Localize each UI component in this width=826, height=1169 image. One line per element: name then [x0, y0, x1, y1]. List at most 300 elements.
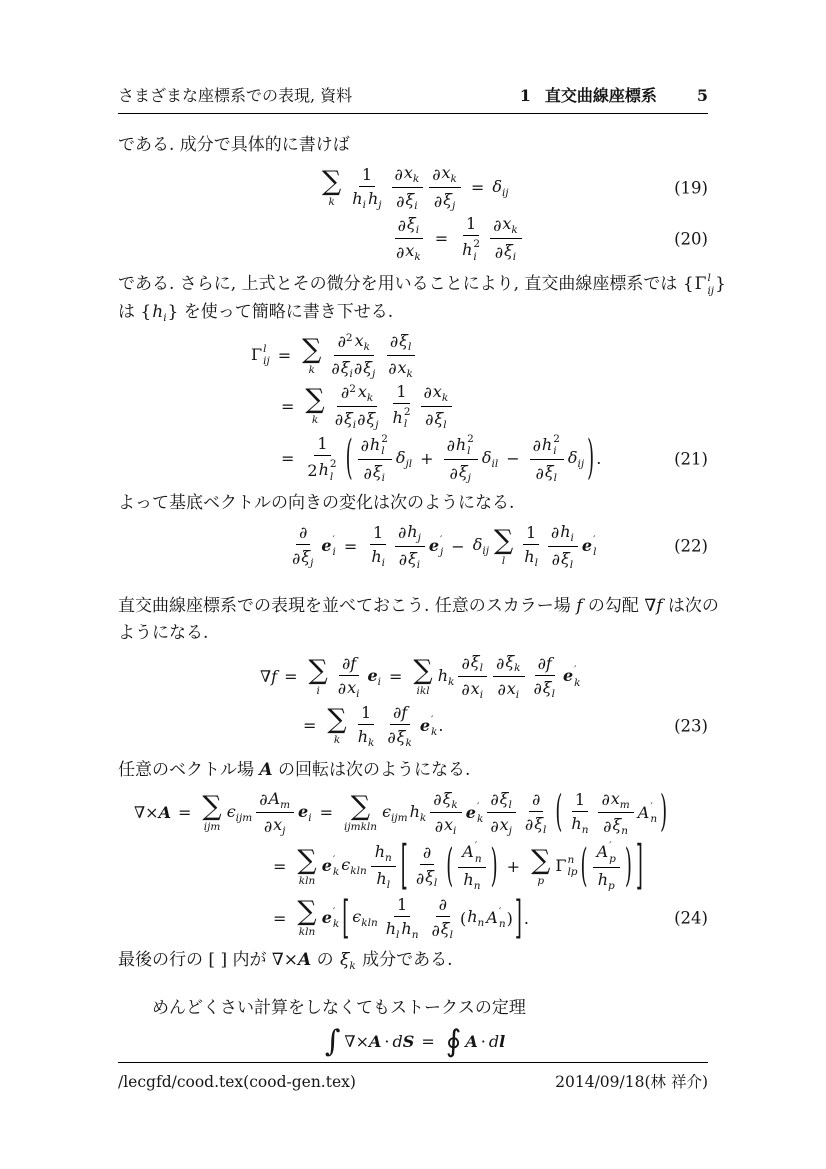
math-big-operator — [344, 793, 377, 833]
math-operator-symbol: ∮ — [445, 1023, 462, 1059]
math-numerator — [529, 790, 543, 812]
math-text: ∂ — [396, 191, 405, 211]
math-denominator — [458, 677, 487, 701]
math-text: ∂ — [393, 702, 402, 722]
math-text: = — [284, 667, 298, 686]
math-sub — [467, 445, 470, 457]
math-denominator — [393, 239, 425, 263]
math-big-operator — [297, 898, 316, 938]
equation-body — [260, 652, 582, 701]
math-scripts — [499, 906, 506, 931]
math-text: x — [506, 679, 516, 698]
math-subscript-group — [433, 382, 448, 404]
math-text: l — [707, 272, 711, 285]
math-subscript — [554, 472, 557, 484]
math-subscript-group — [227, 802, 253, 824]
math-text: l — [551, 687, 555, 700]
math-subscript — [363, 199, 366, 211]
math-text: 1 — [360, 702, 372, 722]
equation-body — [266, 835, 645, 897]
math-subscript-group — [407, 522, 421, 544]
math-text: i — [352, 418, 357, 431]
math-fraction — [328, 331, 379, 380]
math-subscript — [416, 224, 419, 236]
math-text: h — [152, 301, 164, 322]
math-text: h — [401, 919, 412, 939]
math-text: ) — [506, 908, 513, 928]
equation-body — [318, 163, 510, 212]
math-denominator — [594, 868, 619, 892]
math-subscript-group — [375, 842, 392, 864]
math-fraction — [382, 895, 423, 941]
math-text: = — [277, 345, 292, 365]
math-supsub-group — [582, 534, 597, 559]
math-sup — [499, 906, 501, 918]
math-subscript — [451, 173, 457, 185]
math-text: k — [441, 391, 449, 404]
math-subscript — [364, 341, 370, 353]
math-superscript-group — [338, 332, 353, 351]
equation-body — [250, 331, 420, 380]
footer-source-path: /lecgfd/cood.tex(cood-gen.tex) — [118, 1073, 356, 1091]
math-text: . — [523, 908, 529, 928]
math-text: e — [321, 535, 332, 555]
math-subscript-group — [471, 679, 483, 701]
math-text: ξ — [470, 652, 480, 672]
math-text: e — [428, 535, 440, 555]
math-text: ∂ — [496, 653, 505, 673]
math-numerator — [421, 382, 453, 407]
math-delimiter: [ — [400, 835, 408, 897]
math-text: h — [462, 240, 473, 260]
math-text: の勾配 — [582, 595, 645, 616]
math-text: ξ — [343, 408, 353, 428]
math-subscript — [378, 199, 381, 211]
math-text: x — [502, 214, 512, 234]
math-sup — [330, 458, 337, 470]
math-subscript — [443, 419, 446, 431]
math-text: n — [411, 929, 419, 942]
equation-19 — [118, 163, 708, 212]
math-fraction — [531, 654, 559, 700]
math-text: ∂ — [423, 383, 432, 403]
math-subscript — [452, 200, 455, 212]
math-subscript — [368, 737, 374, 749]
math-big-operator — [324, 1023, 341, 1059]
math-text: e — [562, 666, 574, 685]
math-subscript-group — [382, 802, 408, 824]
math-subscript — [480, 689, 483, 701]
math-subscript — [434, 877, 437, 889]
math-scripts — [707, 272, 714, 297]
math-sub — [473, 251, 476, 263]
math-subscript — [451, 798, 457, 810]
math-text: k — [448, 675, 455, 688]
math-subscript — [513, 251, 516, 263]
math-text: ∂ — [490, 816, 499, 836]
math-subscript-group — [442, 163, 457, 185]
math-subscript-group — [524, 547, 538, 569]
math-text: k — [308, 363, 315, 376]
math-text: ϵ — [341, 855, 351, 875]
math-text: ϵ — [352, 907, 362, 927]
math-superscript-group — [341, 383, 356, 402]
math-text: ′ — [431, 713, 434, 726]
math-text: i — [316, 684, 320, 697]
math-subscript-group — [344, 409, 356, 431]
math-text: = — [470, 178, 485, 198]
math-numerator — [493, 652, 524, 677]
math-operator-symbol: ∑ — [302, 333, 322, 365]
math-text: i — [332, 546, 336, 559]
math-text: = — [281, 396, 295, 416]
math-scripts — [333, 854, 339, 879]
math-numerator — [314, 434, 330, 456]
math-operator-limit — [299, 876, 315, 887]
math-text: n — [474, 852, 482, 865]
math-text: h — [318, 460, 329, 480]
math-fraction — [413, 843, 441, 889]
math-numerator — [444, 433, 478, 461]
math-subscript-group — [397, 727, 412, 749]
math-delimiter: [ — [342, 891, 350, 945]
math-sub — [593, 546, 596, 558]
math-text: Γ — [251, 344, 263, 364]
math-sub — [650, 813, 657, 825]
equation-stokes — [118, 1023, 708, 1059]
math-text: h — [455, 434, 467, 454]
math-text: i — [349, 367, 353, 380]
math-sup — [475, 840, 477, 852]
math-text: l — [499, 1032, 506, 1052]
math-text: kln — [350, 865, 367, 878]
math-text: h — [369, 434, 381, 454]
math-scripts — [381, 433, 388, 458]
math-operator-limit — [417, 686, 430, 697]
math-text: n — [621, 825, 629, 838]
math-sup — [333, 534, 335, 546]
math-subscript — [570, 559, 573, 571]
math-numerator — [395, 522, 425, 547]
math-text: ξ — [406, 214, 416, 234]
page-footer — [118, 1062, 708, 1092]
math-text: 任意のベクトル場 — [118, 759, 260, 780]
math-text: i — [362, 198, 366, 211]
math-text: i — [453, 825, 457, 838]
math-supsub-group — [462, 840, 481, 865]
math-text: l — [329, 470, 334, 483]
header-doc-title: さまざまな座標系での表現, 資料 — [118, 86, 353, 105]
math-superscript — [346, 333, 353, 345]
math-text: k — [450, 173, 457, 186]
header-page-number: 5 — [696, 86, 708, 105]
math-sub — [477, 813, 483, 825]
math-denominator — [367, 545, 389, 569]
math-text: = — [273, 856, 287, 876]
math-sub — [609, 853, 616, 865]
math-numerator — [436, 895, 450, 917]
math-text: 最後の行の [ ] 内が — [118, 950, 272, 971]
math-text: ∂ — [550, 523, 560, 543]
math-operator-symbol: ∑ — [297, 844, 317, 876]
math-text: j — [508, 825, 512, 838]
math-text: kln — [361, 917, 378, 930]
math-sub — [404, 418, 407, 430]
math-denominator — [422, 407, 450, 431]
math-text: ′ — [440, 534, 443, 547]
math-subscript-group — [463, 870, 480, 892]
math-text: ϵ — [226, 801, 236, 821]
math-text: 1 — [466, 214, 477, 234]
math-text: を使って簡略に書き下せる. — [178, 301, 394, 322]
math-subscript — [582, 824, 589, 836]
math-denominator — [304, 456, 340, 483]
paragraph-3 — [118, 490, 708, 518]
math-big-operator — [297, 844, 317, 887]
math-text: k — [451, 798, 458, 811]
math-text: l — [508, 798, 512, 811]
equation-number: (22) — [674, 536, 708, 556]
math-subscript-group — [560, 522, 574, 544]
math-subscript — [482, 545, 489, 557]
math-text: A — [268, 788, 281, 808]
math-denominator — [389, 404, 415, 431]
math-numerator — [598, 789, 633, 814]
page-content — [118, 86, 726, 1059]
equation-21-line-3 — [118, 433, 708, 485]
math-scripts — [473, 238, 480, 263]
math-fraction — [421, 382, 453, 431]
math-text: である. 成分で具体的に書けば — [118, 134, 350, 155]
math-subscript-group — [561, 549, 573, 571]
math-denominator — [361, 460, 389, 484]
math-text: j — [440, 546, 444, 559]
math-text: p — [608, 880, 615, 893]
equation-body — [274, 382, 455, 431]
math-operator-limit — [312, 415, 318, 426]
math-supsub-group — [563, 664, 581, 689]
equation-23-line-2 — [118, 703, 708, 749]
math-denominator — [447, 460, 475, 484]
math-big-operator — [308, 654, 328, 697]
math-subscript-group — [568, 448, 584, 470]
math-text: ∂ — [601, 789, 610, 809]
math-text: ∂ — [388, 359, 397, 379]
math-numerator — [530, 433, 564, 461]
math-text: = — [434, 229, 449, 249]
math-subscript-group — [492, 177, 508, 199]
math-subscript-group — [425, 867, 437, 889]
math-subscript — [382, 472, 385, 484]
math-text: ijm — [235, 811, 253, 824]
math-text: h — [560, 521, 571, 541]
math-text: ∂ — [334, 410, 343, 430]
math-text: = — [273, 908, 287, 928]
math-text: ∂ — [360, 435, 369, 455]
math-supsub-group — [456, 433, 474, 458]
math-text: A — [298, 950, 312, 971]
math-numerator — [334, 331, 374, 356]
math-text: ∂ — [449, 463, 458, 483]
math-text: k — [405, 736, 412, 749]
math-text: k — [414, 251, 421, 264]
math-text: e — [465, 802, 476, 822]
math-delimiter: ) — [587, 431, 595, 486]
math-text: ′ — [332, 905, 336, 918]
math-subscript-group — [373, 462, 385, 484]
math-delimiter: ( — [580, 840, 588, 893]
math-text: x — [499, 815, 509, 835]
math-text: k — [419, 811, 427, 824]
math-subscript-group — [376, 869, 390, 891]
math-sub — [333, 918, 339, 930]
math-supsub-group — [429, 534, 443, 559]
math-text: 2 — [307, 461, 318, 481]
math-text: i — [163, 311, 167, 324]
math-text: 1 — [397, 895, 408, 915]
math-text: l — [553, 472, 557, 485]
math-fraction — [458, 652, 487, 701]
math-supsub-group — [251, 343, 270, 368]
equation-body — [286, 522, 597, 571]
math-text: ∇ — [644, 595, 657, 616]
math-text: ξ — [534, 813, 543, 833]
math-text: ∂ — [363, 463, 372, 483]
math-subscript-group — [459, 462, 471, 484]
math-delimiter: ] — [635, 835, 643, 897]
equation-21-line-2 — [118, 382, 708, 431]
equation-body — [321, 1023, 506, 1059]
math-operator-limit — [502, 556, 505, 567]
math-numerator — [339, 654, 359, 676]
math-sup — [404, 406, 411, 418]
math-subscript-group — [507, 679, 519, 701]
math-text: k — [349, 960, 356, 973]
math-text: n — [477, 917, 485, 930]
math-text: i — [356, 687, 360, 700]
math-subscript-group — [543, 678, 555, 700]
math-denominator — [332, 407, 383, 431]
equation-body — [390, 214, 525, 263]
math-subscript-group — [545, 462, 557, 484]
math-text: = — [178, 803, 192, 823]
math-sub — [431, 726, 437, 738]
math-subscript — [417, 559, 420, 571]
math-operator-symbol: ∑ — [531, 844, 551, 876]
math-text: ∂ — [603, 816, 612, 836]
math-scripts — [650, 801, 657, 826]
math-supsub-group — [466, 801, 484, 826]
math-text: x — [357, 381, 367, 401]
math-scripts — [593, 534, 596, 559]
math-text: j — [467, 472, 471, 485]
math-subscript-group — [355, 331, 370, 353]
math-text: = — [343, 536, 358, 556]
math-text: j — [451, 200, 456, 213]
math-subscript — [391, 812, 408, 824]
math-text: e — [419, 715, 431, 735]
math-sub — [553, 445, 556, 457]
math-text: lp — [567, 866, 578, 879]
math-numerator — [430, 789, 461, 814]
math-text: ∂ — [494, 242, 503, 262]
math-text: i — [381, 472, 385, 485]
math-operator-symbol: ∑ — [308, 654, 328, 686]
math-subscript — [387, 879, 390, 891]
paragraph-4-line-2 — [118, 620, 708, 648]
math-big-operator — [322, 168, 341, 208]
math-text: = — [421, 1032, 435, 1052]
math-text: h — [371, 547, 382, 567]
math-subscript-group — [502, 214, 517, 236]
math-text: ′ — [474, 840, 478, 853]
math-fraction — [520, 523, 542, 569]
math-fraction — [458, 840, 485, 892]
math-numerator — [395, 214, 423, 239]
math-subscript — [350, 368, 353, 380]
math-text: h — [352, 188, 363, 208]
math-text: x — [347, 677, 357, 697]
math-text: l — [403, 418, 408, 431]
math-text: ijm — [203, 821, 221, 834]
math-sup — [593, 534, 595, 546]
math-subscript-group — [273, 815, 285, 837]
math-text: h — [376, 868, 387, 888]
math-scripts — [440, 534, 443, 559]
math-operator-symbol: ∑ — [327, 704, 347, 736]
math-numerator — [429, 163, 461, 188]
math-denominator — [458, 236, 484, 263]
math-text: i — [515, 688, 520, 701]
math-text: ∂ — [342, 653, 351, 673]
math-delimiter: ) — [624, 840, 632, 893]
math-delimiter: ) — [660, 787, 668, 839]
math-fraction — [428, 895, 456, 941]
math-text: ξ — [396, 726, 406, 746]
math-fraction — [348, 165, 385, 211]
math-text: 2 — [467, 432, 474, 445]
math-text: 2 — [349, 383, 356, 396]
math-text: } — [167, 301, 179, 322]
math-numerator — [387, 331, 415, 356]
math-text: h — [571, 813, 582, 833]
math-subscript — [378, 675, 381, 687]
math-big-operator — [445, 1023, 462, 1059]
math-text: l — [396, 929, 400, 942]
math-text: ようになる. — [118, 623, 209, 644]
math-text: h — [357, 726, 368, 746]
math-text: e — [298, 801, 309, 821]
math-numerator — [535, 654, 555, 676]
math-subscript — [382, 557, 385, 569]
math-text: i — [416, 558, 421, 571]
math-text: Γ — [694, 274, 707, 295]
math-text: n — [650, 812, 658, 825]
math-text: ∂ — [446, 435, 455, 455]
math-operator-symbol: ∑ — [202, 791, 222, 823]
math-fraction — [548, 522, 578, 571]
math-text: 1 — [396, 381, 407, 401]
math-scripts — [333, 906, 339, 931]
math-sup — [473, 238, 480, 250]
math-text: A — [637, 802, 650, 822]
math-denominator — [382, 917, 423, 941]
math-subscript-group — [408, 549, 420, 571]
math-fraction — [598, 789, 633, 838]
math-subscript-group — [405, 190, 417, 212]
math-text: ∂ — [292, 548, 301, 568]
math-text: n — [385, 851, 392, 864]
